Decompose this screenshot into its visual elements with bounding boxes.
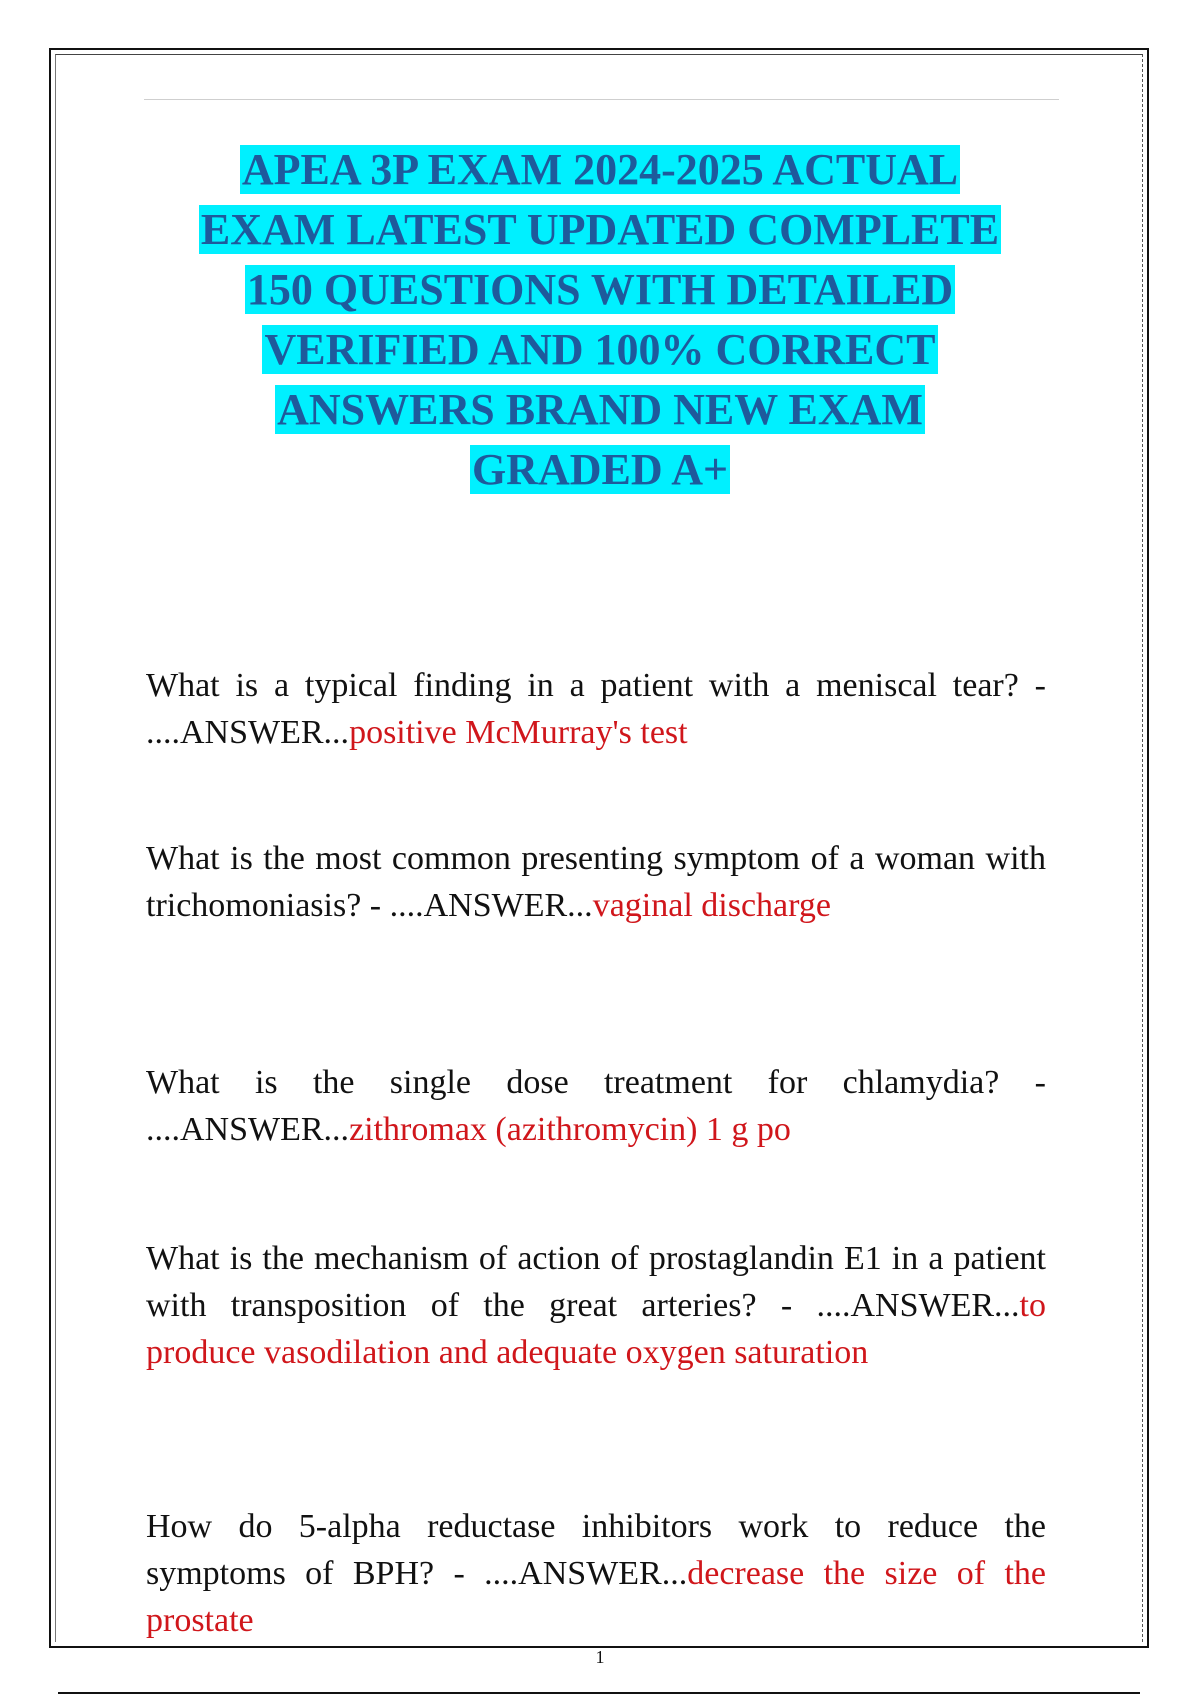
title-line: GRADED A+ bbox=[471, 445, 729, 494]
title-line: APEA 3P EXAM 2024-2025 ACTUAL bbox=[241, 145, 959, 194]
question-text: How do 5-alpha reductase inhibitors work to reduce the symptoms of BPH? - bbox=[146, 1508, 1046, 1592]
answer-text: zithromax (azithromycin) 1 g po bbox=[349, 1111, 791, 1148]
answer-marker: ....ANSWER... bbox=[484, 1555, 688, 1592]
answer-text: positive McMurray's test bbox=[349, 714, 688, 751]
answer-text: vaginal discharge bbox=[592, 887, 831, 924]
title-line: ANSWERS BRAND NEW EXAM bbox=[277, 385, 923, 434]
question-text: What is the single dose treatment for chlamydia? - bbox=[146, 1064, 1046, 1101]
footer-rule bbox=[58, 1692, 1140, 1694]
answer-text: to produce vasodilation and adequate oxygen saturation bbox=[146, 1287, 1046, 1371]
qa-item bbox=[146, 835, 1046, 929]
answer-text: decrease the size of the prostate bbox=[146, 1555, 1046, 1639]
question-text: What is the most common presenting symptom of a woman with trichomoniasis? - bbox=[146, 840, 1046, 924]
document-title bbox=[130, 140, 1070, 500]
title-line: EXAM LATEST UPDATED COMPLETE bbox=[200, 205, 1000, 254]
question-text: What is the mechanism of action of prostaglandin E1 in a patient with transposition of the great arteries? - bbox=[146, 1240, 1046, 1324]
qa-item bbox=[146, 1059, 1046, 1153]
qa-item bbox=[146, 662, 1046, 756]
qa-item bbox=[146, 1503, 1046, 1644]
page-number: 1 bbox=[595, 1647, 605, 1667]
question-text: What is a typical finding in a patient with a meniscal tear? - bbox=[146, 667, 1046, 704]
answer-marker: ....ANSWER... bbox=[146, 1111, 350, 1148]
answer-marker: ....ANSWER... bbox=[146, 714, 350, 751]
title-line: VERIFIED AND 100% CORRECT bbox=[264, 325, 936, 374]
answer-marker: ....ANSWER... bbox=[816, 1287, 1020, 1324]
title-line: 150 QUESTIONS WITH DETAILED bbox=[246, 265, 954, 314]
answer-marker: ....ANSWER... bbox=[389, 887, 593, 924]
qa-item bbox=[146, 1235, 1046, 1376]
header-rule bbox=[144, 99, 1059, 100]
